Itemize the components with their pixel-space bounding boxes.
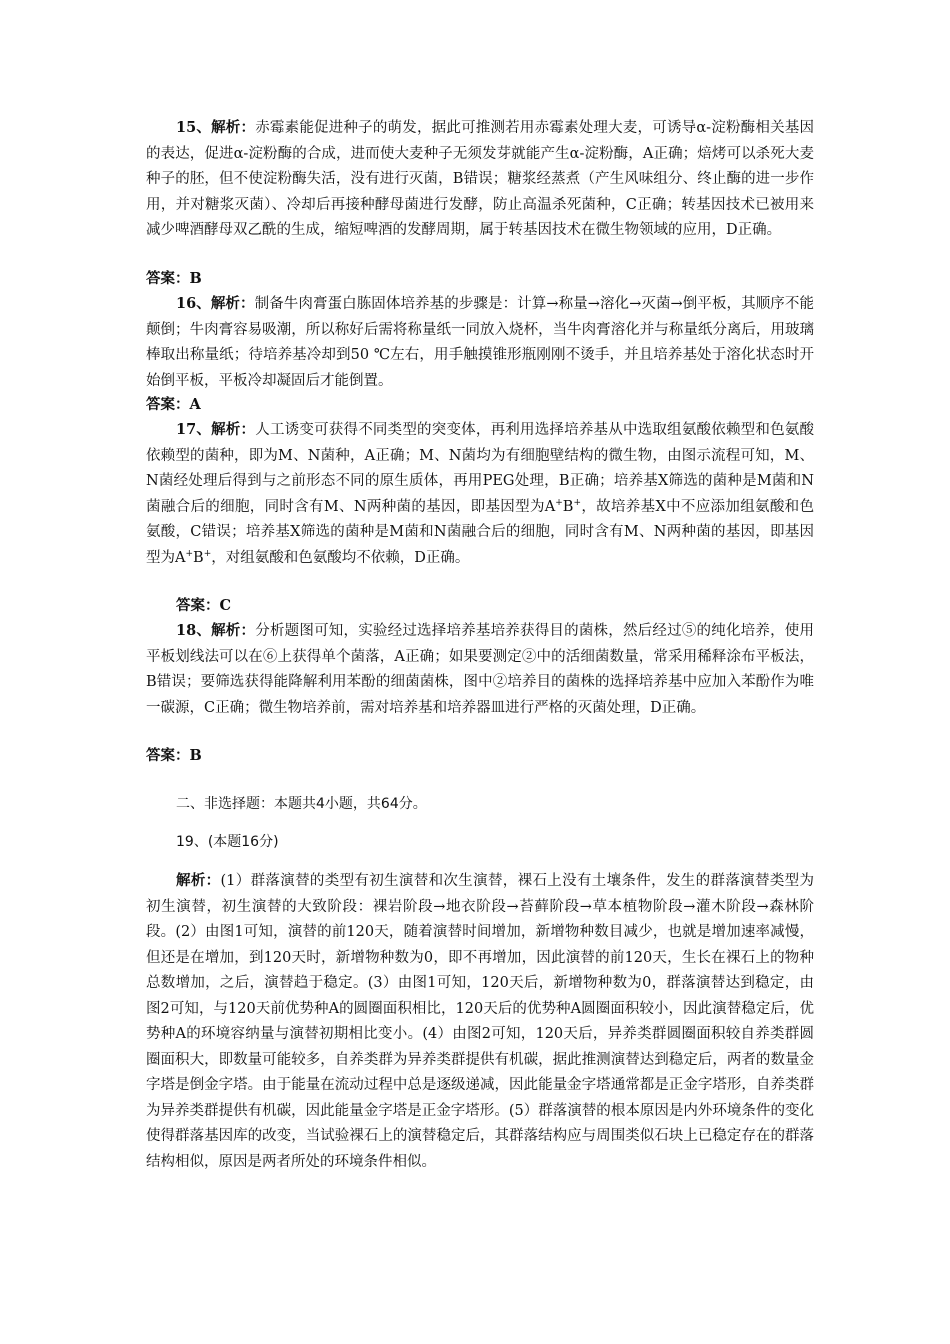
q17-sup-2: + <box>573 497 581 508</box>
q19-explanation <box>146 868 814 1175</box>
q19-label: 解析： <box>176 872 221 889</box>
q17-sup-3: + <box>185 548 194 559</box>
q15-text: 赤霉素能促进种子的萌发，据此可推测若用赤霉素处理大麦，可诱导α-淀粉酶相关基因的表达，促进α-淀粉酶的合成，进而使大麦种子无须发芽就能产生α-淀粉酶，A正确；焙烤可以杀死大麦种子的胚，但不使淀粉酶失活，没有进行灭菌，B错误；糖浆经蒸煮（产生风味组分、终止酶的进一步作用，并对糖浆灭菌）、冷却后再接种酵母菌进行发酵，防止高温杀死菌种，C正确；转基因技术已被用来减少啤酒酵母双乙酰的生成，缩短啤酒的发酵周期，属于转基因技术在微生物领域的应用，D正确。 <box>146 120 814 238</box>
q19-heading: 19、(本题16分) <box>176 834 279 850</box>
q18-explanation <box>146 618 814 721</box>
q18-text: 分析题图可知，实验经过选择培养基培养获得目的菌株，然后经过⑤的纯化培养，使用平板划线法可以在⑥上获得单个菌落，A正确；如果要测定②中的活细菌数量，常采用稀释涂布平板法，B错误；要筛选获得能降解利用苯酚的细菌菌株，图中②培养目的菌株的选择培养基中应加入苯酚作为唯一碳源，C正确；微生物培养前，需对培养基和培养器皿进行严格的灭菌处理，D正确。 <box>146 623 814 716</box>
q19-text: (1）群落演替的类型有初生演替和次生演替，裸石上没有土壤条件，发生的群落演替类型为初生演替，初生演替的大致阶段：裸岩阶段→地衣阶段→苔藓阶段→草本植物阶段→灌木阶段→森林阶段。(2）由图1可知，演替的前120天，随着演替时间增加，新增物种数目减少，也就是增加速率减慢，但还是在增加，到120天时，新增物种数为0，即不再增加，因此演替的前120天，生长在裸石上的物种总数增加，之后，演替趋于稳定。(3）由图1可知，120天后，新增物种数为0，群落演替达到稳定，由图2可知，与120天前优势种A的圆圈面积相比，120天后的优势种A圆圈面积较小，因此演替稳定后，优势种A的环境容纳量与演替初期相比变小。(4）由图2可知，120天后，异养类群圆圈面积较自养类群圆圈面积大，即数量可能较多，自养类群为异养类群提供有机碳，据此推测演替达到稳定后，两者的数量金字塔是倒金字塔。由于能量在流动过程中总是逐级递减，因此能量金字塔通常都是正金字塔形，自养类群为异养类群提供有机碳，因此能量金字塔是正金字塔形。(5）群落演替的根本原因是内外环境条件的变化使得群落基因库的改变，当试验裸石上的演替稳定后，其群落结构应与周围类似石块上已稳定存在的群落结构相似，原因是两者所处的环境条件相似。 <box>146 873 814 1170</box>
q17-text-b: B <box>562 498 574 515</box>
q17-text-c: ，故培养基X中不应添加组氨酸和色氨酸，C错误；培养基X筛选的菌种是M菌和N菌融合后的细胞，同时含有M、N两种菌的基因，即基因型为A <box>146 498 814 566</box>
q15-label: 15、解析： <box>176 119 256 136</box>
q16-text: 制备牛肉膏蛋白胨固体培养基的步骤是：计算→称量→溶化→灭菌→倒平板，其顺序不能颠倒；牛肉膏容易吸潮，所以称好后需将称量纸一同放入烧杯，当牛肉膏溶化并与称量纸分离后，用玻璃棒取出称量纸；待培养基冷却到50 ℃左右，用手触摸锥形瓶刚刚不烫手，并且培养基处于溶化状态时开始倒平板，平板冷却凝固后才能倒置。 <box>146 296 814 389</box>
q17-text-d: B <box>193 549 204 566</box>
section-2-title: 二、非选择题：本题共4小题，共64分。 <box>176 796 427 812</box>
q18-answer: 答案：B <box>146 747 202 764</box>
q17-sup-4: + <box>203 548 212 559</box>
q17-text-a: 人工诱变可获得不同类型的突变体，再利用选择培养基从中选取组氨酸依赖型和色氨酸依赖型的菌种，即为M、N菌种，A正确；M、N菌均为有细胞壁结构的微生物，由图示流程可知，M、N菌经处理后得到与之前形态不同的原生质体，再用PEG处理，B正确；培养基X筛选的菌种是M菌和N菌融合后的细胞，同时含有M、N两种菌的基因，即基因型为A <box>146 422 814 515</box>
q17-text-e: ，对组氨酸和色氨酸均不依赖，D正确。 <box>211 549 470 566</box>
q17-answer: 答案：C <box>176 597 232 614</box>
q17-explanation <box>146 417 814 571</box>
q15-answer: 答案：B <box>146 270 202 287</box>
q16-answer: 答案：A <box>146 396 201 413</box>
q17-label: 17、解析： <box>176 421 256 438</box>
q18-label: 18、解析： <box>176 622 256 639</box>
q17-sup-1: + <box>555 497 563 508</box>
q16-label: 16、解析： <box>176 295 255 312</box>
q15-explanation <box>146 115 814 244</box>
q16-explanation <box>146 291 814 394</box>
